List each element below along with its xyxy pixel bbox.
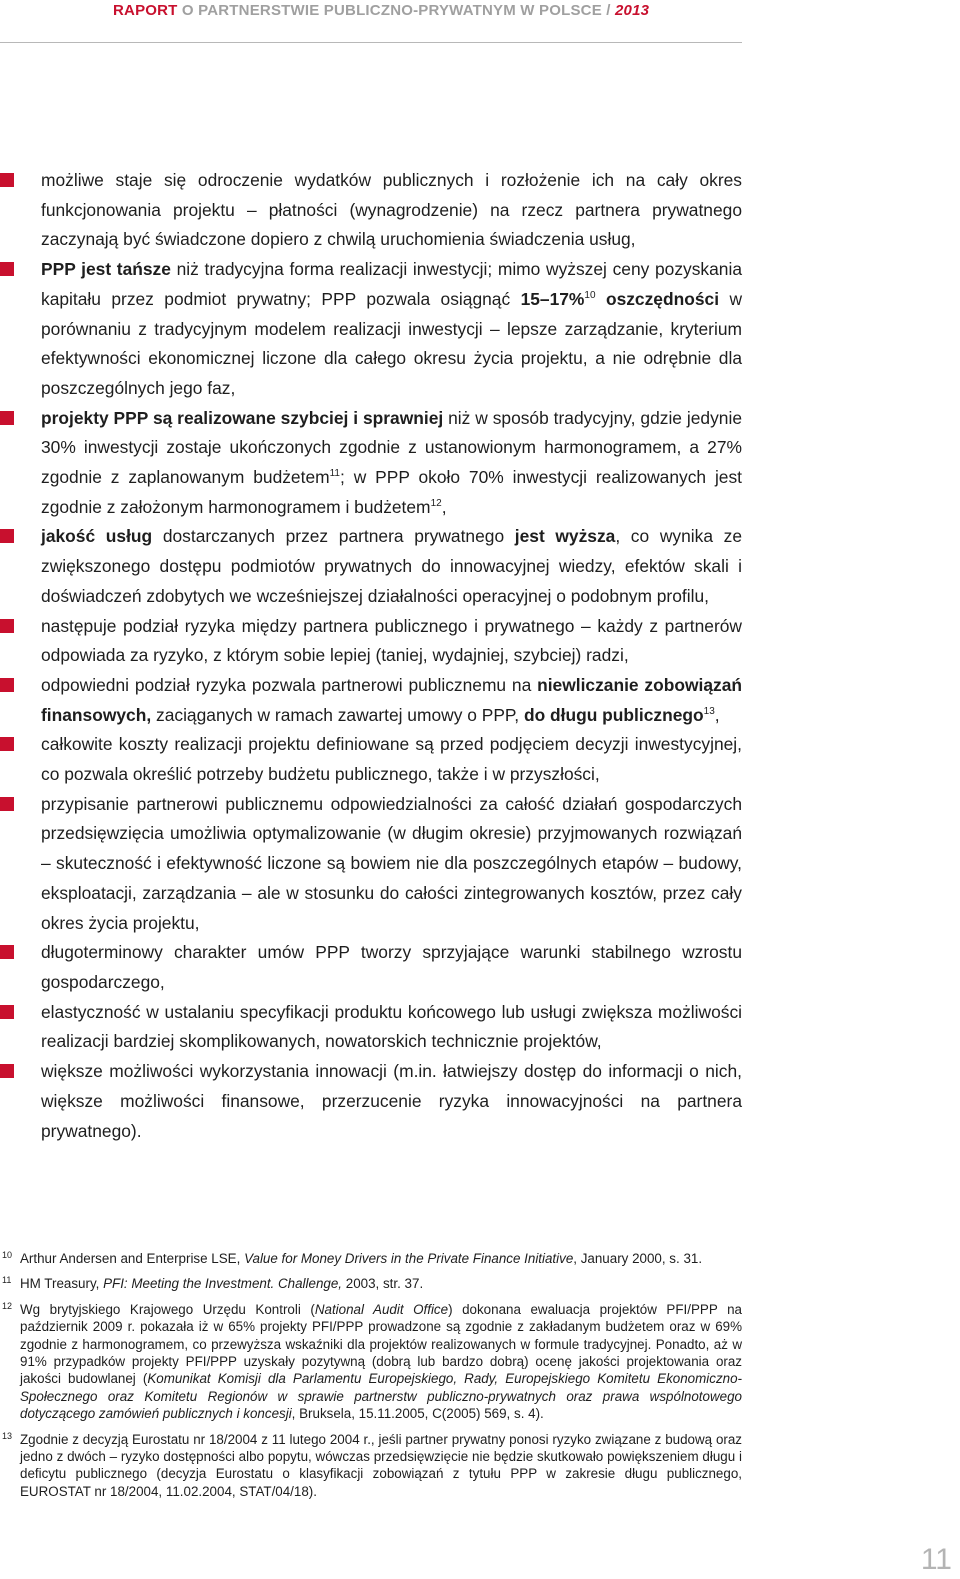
bold-text: jest wyższa: [514, 526, 616, 547]
footnote-ref: 12: [430, 497, 442, 509]
list-item: [0, 671, 742, 730]
bold-text: PPP jest tańsze: [41, 259, 171, 280]
bullet-square-icon: [0, 411, 14, 425]
bullet-square-icon: [0, 797, 14, 811]
list-item-text: [41, 408, 742, 517]
header-year: 2013: [615, 2, 650, 19]
footnote: [0, 1301, 742, 1423]
bullet-square-icon: [0, 737, 14, 751]
text-segment: całkowite koszty realizacji projektu definiowane są przed podjęciem decyzji inwestycyjnej, co pozwala określić potrzeby budżetu publicznego, także i w przyszłości,: [41, 734, 742, 785]
text-segment: ; w PPP około 70% inwestycji realizowanych jest zgodnie z założonym harmonogramem i budżetem: [41, 467, 743, 517]
list-item: [0, 522, 742, 611]
bold-text: projekty PPP są realizowane szybciej i sprawniej: [41, 407, 444, 428]
footnote-text: [20, 1302, 742, 1421]
text-segment: Zgodnie z decyzją Eurostatu nr 18/2004 z 11 lutego 2004 r., jeśli partner prywatny ponosi ryzyko związane z budową oraz jedno z dwóch – ryzyko dostępności albo popytu, wówczas przedsięwzięcie nie będzie skutkowało powiększeniem długu i deficytu publicznego (decyzja Eurostatu o klasyfikacji zobowiązań z tytułu PPP w zakresie długu publicznego, EUROSTAT nr 18/2004, 11.02.2004, STAT/04/18).: [20, 1431, 742, 1499]
page-number: 11: [920, 1543, 952, 1576]
footnote-ref: 10: [584, 290, 596, 302]
text-segment: HM Treasury,: [20, 1276, 104, 1292]
list-item: [0, 1057, 742, 1146]
bullet-square-icon: [0, 262, 14, 276]
footnotes: [0, 1250, 742, 1508]
text-segment: długoterminowy charakter umów PPP tworzy sprzyjające warunki stabilnego wzrostu gospodarczego,: [41, 942, 742, 992]
bullet-square-icon: [0, 619, 14, 633]
bullet-square-icon: [0, 678, 14, 692]
text-segment: przypisanie partnerowi publicznemu odpowiedzialności za całość działań gospodarczych przedsięwzięcia umożliwia optymalizowanie (w długim okresie) przyjmowanych rozwiązań – skuteczność i efektywność liczone są bowiem nie dla poszczególnych etapów – budowy, eksploatacji, zarządzania – ale w stosunku do całości zintegrowanych kosztów, przez cały okres życia projektu,: [41, 793, 742, 933]
text-segment: następuje podział ryzyka między partnera publicznego i prywatnego – każdy z partnerów odpowiada za ryzyko, z którym sobie lepiej (taniej, wydajniej, szybciej) radzi,: [41, 615, 742, 666]
footnote-ref: 11: [329, 468, 340, 480]
header-slash: /: [601, 2, 616, 19]
text-segment: , Bruksela, 15.11.2005, C(2005) 569, s. 4).: [291, 1406, 544, 1422]
bold-text: jakość usług: [41, 526, 153, 547]
text-segment: , co wynika ze zwiększonego dostępu podmiotów prywatnych do innowacyjnej wiedzy, efektów skali i doświadczeń zdobytych we wcześniejszej działalności operacyjnej o podobnym profilu,: [41, 526, 743, 606]
list-item-text: [41, 526, 742, 605]
footnote-text: [20, 1276, 423, 1291]
text-segment: większe możliwości wykorzystania innowacji (m.in. łatwiejszy dostęp do informacji o nich, większe możliwości finansowe, przerzucenie ryzyka innowacyjności na partnera prywatnego).: [41, 1061, 742, 1141]
list-item: [0, 404, 742, 523]
bullet-square-icon: [0, 1064, 14, 1078]
running-header: [113, 2, 649, 19]
bullet-square-icon: [0, 945, 14, 959]
italic-text: National Audit Office: [314, 1301, 449, 1317]
list-item: [0, 166, 742, 255]
bullet-square-icon: [0, 173, 14, 187]
list-item: [0, 612, 742, 671]
text-segment: niż w sposób tradycyjny, gdzie jedynie 30% inwestycji zostaje ukończonych zgodnie z ustanowionym harmonogramem, a 27% zgodnie z zaplanowanym budżetem: [41, 407, 742, 488]
text-segment: Wg brytyjskiego Krajowego Urzędu Kontroli (: [20, 1301, 315, 1317]
list-item-text: [41, 794, 742, 933]
bullet-square-icon: [0, 1005, 14, 1019]
header-report-word: RAPORT: [113, 2, 178, 19]
list-item-text: [41, 616, 742, 666]
list-item-text: [41, 942, 742, 992]
text-segment: możliwe staje się odroczenie wydatków publicznych i rozłożenie ich na cały okres funkcjonowania projektu – płatności (wynagrodzenie) na rzecz partnera prywatnego zaczynają być świadczone dopiero z chwilą uruchomienia świadczenia usług,: [41, 170, 742, 250]
bold-text: do długu publicznego: [523, 704, 704, 725]
text-segment: elastyczność w ustalaniu specyfikacji produktu końcowego lub usługi zwiększa możliwości realizacji bardziej skomplikowanych, nowatorskich technicznie projektów,: [41, 1001, 742, 1052]
text-segment: 2003, str. 37.: [342, 1276, 424, 1292]
bold-text: niewliczanie zobowiązań finansowych,: [41, 674, 742, 725]
text-segment: ) dokonana ewaluacja projektów PFI/PPP na październik 2009 r. pokazała iż w 65% projekty PFI/PPP prowadzone są zgodnie z zakładanym budżetem oraz w 69% zgodnie z harmonogramem, co przewyższa wskaźniki dla projektów realizowanych w formule tradycyjnej. Ponadto, aż w 91% przypadków projekty PFI/PPP uzyskały pozytywną (dobrą lub bardzo dobrą) ocenę jakości projektowania oraz jakości budowlanej (: [20, 1301, 742, 1387]
text-segment: zaciąganych w ramach zawartej umowy o PPP,: [151, 704, 524, 725]
footnote-text: [20, 1432, 742, 1499]
list-item-text: [41, 170, 742, 249]
header-title: O PARTNERSTWIE PUBLICZNO-PRYWATNYM W POLSCE: [177, 2, 602, 19]
list-item: [0, 790, 742, 939]
list-item-text: [41, 259, 742, 398]
benefits-list: [0, 166, 742, 1146]
list-item: [0, 998, 742, 1057]
list-item: [0, 938, 742, 997]
footnote-text: [20, 1251, 702, 1266]
footnote-number: 13: [2, 1430, 13, 1441]
list-item-text: [41, 1002, 742, 1052]
header-divider: [0, 42, 742, 43]
footnote-ref: 13: [703, 705, 715, 717]
footnote-number: 12: [2, 1300, 13, 1311]
italic-text: PFI: Meeting the Investment. Challenge,: [103, 1276, 343, 1292]
text-segment: niż tradycyjna forma realizacji inwestycji; mimo wyższej ceny pozyskania kapitału przez podmiot prywatny; PPP pozwala osiągnąć: [41, 259, 742, 309]
text-segment: , January 2000, s. 31.: [573, 1251, 703, 1266]
text-segment: ,: [714, 704, 720, 725]
bold-text: oszczędności: [595, 288, 720, 309]
list-item-text: [41, 675, 742, 725]
italic-text: Value for Money Drivers in the Private Finance Initiative: [244, 1251, 574, 1266]
list-item: [0, 730, 742, 789]
text-segment: dostarczanych przez partnera prywatnego: [152, 526, 515, 547]
list-item: [0, 255, 742, 404]
text-segment: w porównaniu z tradycyjnym modelem realizacji inwestycji – lepsze zarządzanie, kryterium efektywności ekonomicznej liczone dla całego okresu życia projektu, a nie odrębnie dla poszczególnych jego faz,: [41, 288, 743, 398]
footnote: [0, 1431, 742, 1501]
text-segment: Arthur Andersen and Enterprise LSE,: [20, 1251, 245, 1266]
footnote: [0, 1250, 742, 1267]
text-segment: ,: [441, 496, 447, 517]
text-segment: odpowiedni podział ryzyka pozwala partnerowi publicznemu na: [41, 674, 538, 695]
footnote: [0, 1275, 742, 1292]
bold-text: 15–17%: [520, 288, 585, 309]
bullet-square-icon: [0, 529, 14, 543]
italic-text: Komunikat Komisji dla Parlamentu Europejskiego, Rady, Europejskiego Komitetu Ekonomiczno-Społecznego oraz Komitetu Regionów w sprawie partnerstw publiczno-prywatnych oraz prawa wspólnotowego dotyczącego zamówień publicznych i koncesji: [20, 1371, 742, 1422]
footnote-number: 11: [2, 1275, 12, 1286]
footnote-number: 10: [2, 1250, 13, 1260]
list-item-text: [41, 1061, 742, 1140]
list-item-text: [41, 734, 742, 784]
